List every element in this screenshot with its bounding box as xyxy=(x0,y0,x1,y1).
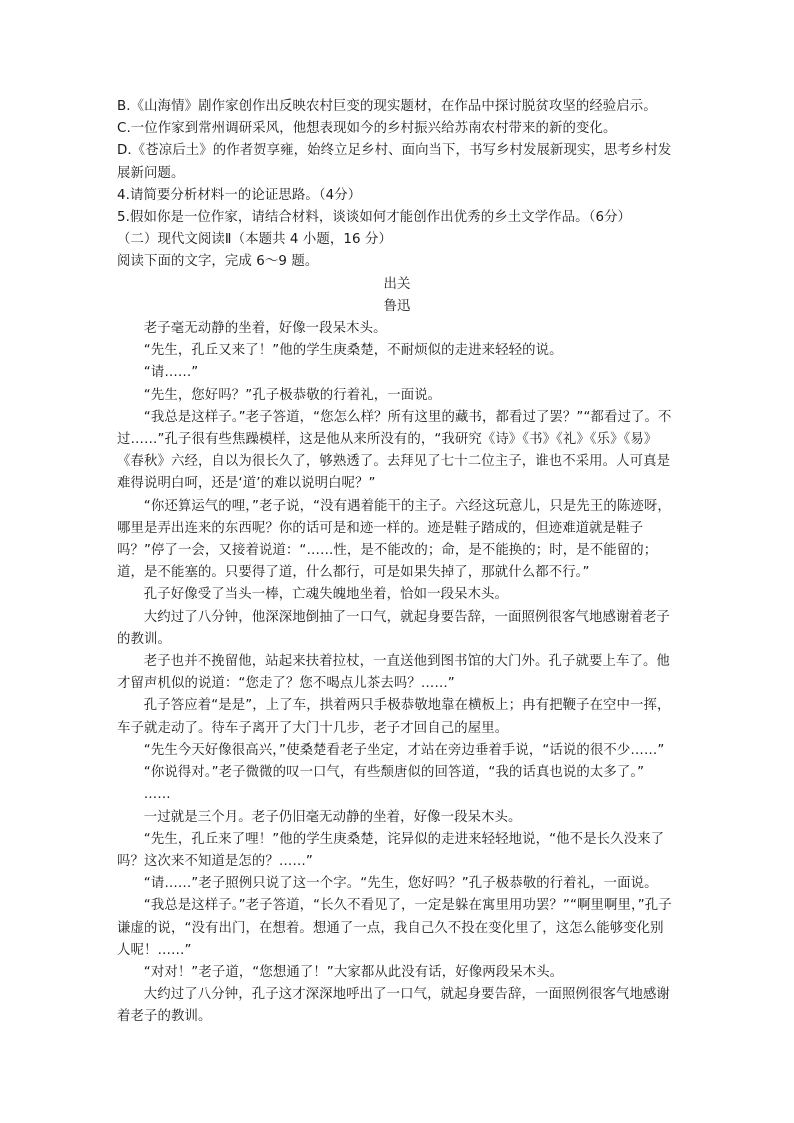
article-title: 出关 xyxy=(383,276,411,292)
article-paragraph: “请……” xyxy=(143,365,199,381)
article-paragraph: “我总是这样子。”老子答道，“长久不看见了，一定是躲在寓里用功罢？”“啊里啊里，”孔子谦虚的说，“没有出门，在想着。想通了一点，我自己久不投在变化里了，这怎么能够变化别人呢！……” xyxy=(117,898,672,958)
option-c: C.一位作家到常州调研采风，他想表现如今的乡村振兴给苏南农村带来的新的变化。 xyxy=(117,121,617,137)
article-paragraph: “你还算运气的哩，”老子说，“没有遇着能干的主子。六经这玩意儿，只是先王的陈迹呀，哪里是弄出连来的东西呢？你的话可是和迹一样的。迹是鞋子踏成的，但迹难道就是鞋子吗？”停了一会，又接着说道：“……性，是不能改的；命，是不能换的；时，是不能留的；道，是不能塞的。只要得了道，什么都行，可是如果失掉了，那就什么都不行。” xyxy=(117,498,671,581)
article-paragraph: “对对！”老子道，“您想通了！”大家都从此没有话，好像两段呆木头。 xyxy=(143,964,564,980)
article-paragraph: 大约过了八分钟，孔子这才深深地呼出了一口气，就起身要告辞，一面照例很客气地感谢着老子的教训。 xyxy=(117,987,670,1025)
question-5: 5.假如你是一位作家，请结合材料，谈谈如何才能创作出优秀的乡土文学作品。（6分） xyxy=(117,210,632,226)
option-b: B.《山海情》剧作家创作出反映农村巨变的现实题材，在作品中探讨脱贫攻坚的经验启示。 xyxy=(117,99,657,114)
article-ellipsis: …… xyxy=(143,787,171,803)
article-paragraph: 老子毫无动静的坐着，好像一段呆木头。 xyxy=(143,321,387,337)
article-paragraph: “先生今天好像很高兴，”使桑楚看老子坐定，才站在旁边垂着手说，“话说的很不少……” xyxy=(143,742,665,758)
article-paragraph: 老子也并不挽留他，站起来扶着拉杖，一直送他到图书馆的大门外。孔子就要上车了。他才留声机似的说道：“您走了？您不喝点儿茶去吗？……” xyxy=(117,654,670,692)
article-paragraph: 一过就是三个月。老子仍旧毫无动静的坐着，好像一段呆木头。 xyxy=(143,809,522,825)
article-paragraph: 大约过了八分钟，他深深地倒抽了一口气，就起身要告辞，一面照例很客气地感谢着老子的教训。 xyxy=(117,609,670,647)
article-paragraph: “先生，您好吗？”孔子极恭敬的行着礼，一面说。 xyxy=(143,387,442,403)
option-d: D.《苍凉后土》的作者贺享雍，始终立足乡村、面向当下，书写乡村发展新现实，思考乡村发展新问题。 xyxy=(117,143,672,181)
section-heading: （二）现代文阅读Ⅱ（本题共 4 小题，16 分） xyxy=(117,232,392,248)
article-paragraph: 孔子好像受了当头一棒，亡魂失魄地坐着，恰如一段呆木头。 xyxy=(143,587,509,603)
article-paragraph: “先生，孔丘来了哩！”他的学生庚桑楚，诧异似的走进来轻轻地说，“他不是长久没来了吗？这次来不知道是怎的？……” xyxy=(117,831,665,869)
article-paragraph: “我总是这样子。”老子答道，“您怎么样？所有这里的藏书，都看过了罢？”“都看过了。不过……”孔子很有些焦躁模样，这是他从来所没有的，“我研究《诗》《书》《礼》《乐》《易》《春秋》六经，自以为很长久了，够熟透了。去拜见了七十二位主子，谁也不采用。人可真是难得说明白呵，还是‘道’的难以说明白呢？” xyxy=(117,409,672,492)
question-4: 4.请简要分析材料一的论证思路。（4分） xyxy=(117,187,362,203)
article-paragraph: “请……”老子照例只说了这一个字。“先生，您好吗？”孔子极恭敬的行着礼，一面说。 xyxy=(143,876,658,892)
article-paragraph: “你说得对。”老子微微的叹一口气，有些颓唐似的回答道，“我的话真也说的太多了。” xyxy=(143,765,645,781)
article-paragraph: “先生，孔丘又来了！”他的学生庚桑楚，不耐烦似的走进来轻轻的说。 xyxy=(143,343,563,359)
document-body xyxy=(117,96,677,1029)
article-paragraph: 孔子答应着“是是”，上了车，拱着两只手极恭敬地靠在横板上；冉有把鞭子在空中一挥，车子就走动了。待车子离开了大门十几步，老子才回自己的屋里。 xyxy=(117,698,671,736)
article-author: 鲁迅 xyxy=(383,298,411,314)
section-instruction: 阅读下面的文字，完成 6～9 题。 xyxy=(117,254,319,270)
